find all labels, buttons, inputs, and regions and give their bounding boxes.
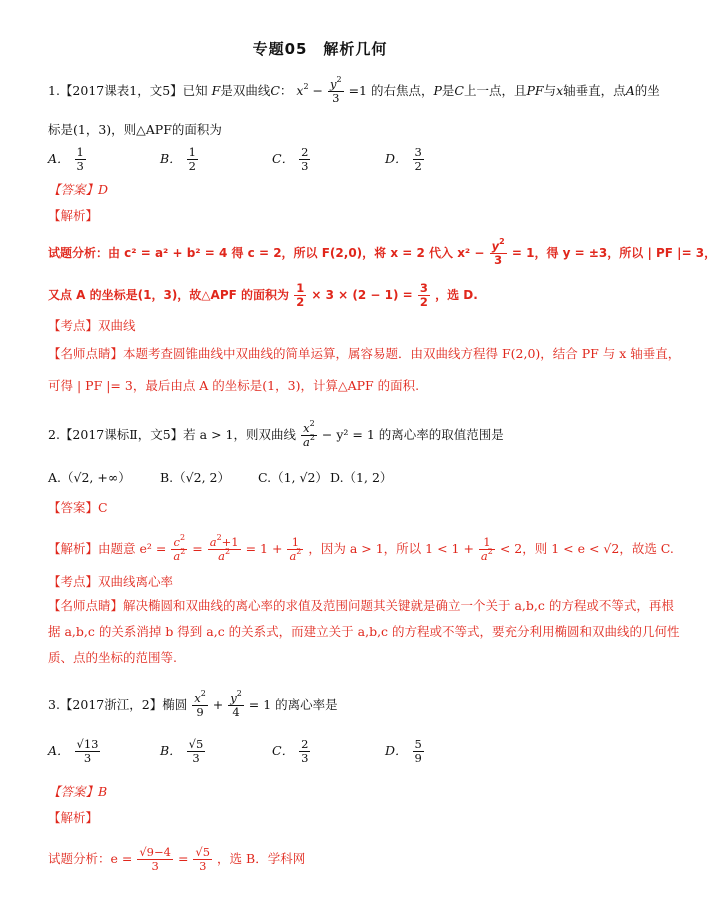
q1-option-d — [385, 146, 425, 173]
q2-head: 2.【2017课标Ⅱ，文5】若 a > 1，则双曲线 — [48, 427, 296, 442]
q3-option-b-num: √5 — [188, 737, 204, 751]
q1-eq-frac: $\frac{y^2}{3}$ — [329, 75, 342, 105]
q1-option-c — [272, 146, 311, 173]
q3-analysis-label: 【解析】 — [48, 810, 99, 825]
q2-mingshi-3: 质、点的坐标的范围等. — [48, 650, 177, 665]
q3-option-d-num: 5 — [414, 737, 422, 751]
q1-analysis-2c: ，选 D. — [435, 288, 478, 302]
q3-option-a-num: √13 — [76, 737, 99, 751]
q3-option-a — [48, 738, 101, 765]
q3-option-d — [385, 738, 425, 765]
q1-option-b-num: 1 — [188, 145, 196, 159]
q1-analysis-2b: × 3 × (2 − 1) = — [311, 288, 413, 302]
q3-option-d-den: 9 — [414, 751, 422, 765]
q1-analysis-1b: = 1，得 y = ±3，所以 | PF |= 3， — [511, 246, 716, 260]
q2-analysis-c: ，因为 a > 1，所以 1 < 1 + — [308, 541, 474, 556]
q3-option-c-label: C． — [272, 743, 295, 758]
q1-stem-b: 是 — [441, 83, 455, 98]
q1-option-d-den: 2 — [414, 159, 422, 173]
q2-answer: 【答案】C — [48, 500, 108, 515]
q1-option-c-label: C． — [272, 151, 295, 166]
q1-analysis-2a: 又点 A 的坐标是(1，3)，故△APF 的面积为 — [48, 288, 289, 302]
page-title: 专题05 解析几何 — [252, 40, 388, 58]
q2-analysis: 【解析】由题意 e² = $\frac{c^2}{a^2}$ = $\frac{a^2+1}{a^2}$ = 1 + $\frac{1}{a^2}$ ，因为 a > 1，所以 1 < 1 + $\frac{1}{a^2}$ < 2，则 1 < e < √2，故选 C. — [48, 533, 674, 563]
q3-option-a-den: 3 — [83, 751, 92, 765]
q1-option-b — [160, 146, 199, 173]
q1-option-c-den: 3 — [301, 159, 309, 173]
q1-stem-line2: 标是(1，3)，则△APF的面积为 — [48, 122, 222, 137]
q1-stem-line1: 1.【2017课表1，文5】已知 F是双曲线C： $x^2$ − $\frac{y^2}{3}$ =1 的右焦点，P是C上一点，且PF与x轴垂直，点A的坐 — [48, 75, 660, 105]
q1-option-b-label: B． — [160, 151, 182, 166]
q1-option-a-num: 1 — [76, 145, 84, 159]
q3-eq-tail: = 1 的离心率是 — [248, 697, 338, 712]
q3-option-b-label: B． — [160, 743, 182, 758]
q1-option-b-den: 2 — [188, 159, 196, 173]
q1-option-c-num: 2 — [301, 145, 309, 159]
q3-analysis — [48, 846, 600, 873]
q1-option-d-num: 3 — [414, 145, 422, 159]
q3-answer: 【答案】B — [48, 784, 108, 799]
q3-head: 3.【2017浙江，2】椭圆 — [48, 697, 188, 712]
q1-stem-a: 是双曲线 — [220, 83, 271, 98]
q2-option-c: C.（1, √2） — [258, 470, 328, 485]
q2-kaodian: 【考点】双曲线离心率 — [48, 574, 174, 589]
q1-option-a-den: 3 — [76, 159, 84, 173]
q2-stem: 2.【2017课标Ⅱ，文5】若 a > 1，则双曲线 $\frac{x^2}{a^2}$ − y² = 1 的离心率的取值范围是 — [48, 419, 504, 449]
q2-analysis-b: = 1 + — [245, 541, 283, 556]
q3-analysis-den2: 3 — [199, 859, 207, 873]
q3-option-c-num: 2 — [301, 737, 309, 751]
q1-analysis-line2: 又点 A 的坐标是(1，3)，故△APF 的面积为 $\frac{1}{2}$ × 3 × (2 − 1) = $\frac{3}{2}$ ，选 D. — [48, 281, 478, 309]
q3-analysis-num2: √5 — [195, 845, 211, 859]
q1-stem-f: 的坐 — [634, 83, 660, 98]
q2-option-d: D.（1, 2） — [330, 470, 393, 485]
q1-analysis-label: 【解析】 — [48, 208, 99, 223]
q3-analysis-num: √9−4 — [139, 845, 171, 859]
q1-option-a — [48, 146, 87, 173]
q3-analysis-c: ，选 B．学科网 — [217, 851, 306, 866]
q3-analysis-b: = — [177, 851, 189, 866]
q3-stem: 3.【2017浙江，2】椭圆 $\frac{x^2}{9}$ + $\frac{y^2}{4}$ = 1 的离心率是 — [48, 689, 338, 719]
q3-option-b — [160, 738, 206, 765]
q2-mingshi-2: 据 a,b,c 的关系消掉 b 得到 a,c 的关系式，而建立关于 a,b,c 的方程或不等式，要充分利用椭圆和双曲线的几何性 — [48, 624, 680, 639]
q1-eq-tail: =1 的右焦点， — [348, 83, 434, 98]
q1-kaodian: 【考点】双曲线 — [48, 318, 136, 333]
q1-analysis-line1: 试题分析：由 c² = a² + b² = 4 得 c = 2，所以 F(2,0)，将 x = 2 代入 x² − $\frac{y^2}{3}$ = 1，得 y = ±3，所以 | PF |= 3， — [48, 237, 716, 267]
q3-analysis-den: 3 — [151, 859, 159, 873]
q3-option-d-label: D． — [385, 743, 408, 758]
q3-option-b-den: 3 — [192, 751, 200, 765]
q1-mingshi-1: 【名师点睛】本题考查圆锥曲线中双曲线的简单运算，属容易题．由双曲线方程得 F(2,0)，结合 PF 与 x 轴垂直， — [48, 346, 681, 361]
q1-option-d-label: D． — [385, 151, 408, 166]
q1-analysis-1: 试题分析：由 c² = a² + b² = 4 得 c = 2，所以 F(2,0)，将 x = 2 代入 x² − — [48, 246, 485, 260]
q2-analysis-a: 【解析】由题意 e² = — [48, 541, 167, 556]
q1-answer: 【答案】D — [48, 182, 109, 197]
q3-analysis-a: 试题分析：e = — [48, 851, 133, 866]
q3-option-c — [272, 738, 311, 765]
q3-option-c-den: 3 — [301, 751, 309, 765]
q2-option-a: A.（√2, +∞） — [48, 470, 131, 485]
q1-mingshi-2: 可得 | PF |= 3，最后由点 A 的坐标是(1，3)，计算△APF 的面积. — [48, 378, 420, 393]
q1-option-a-label: A． — [48, 151, 70, 166]
q2-eq-tail: − y² = 1 的离心率的取值范围是 — [321, 427, 504, 442]
q2-analysis-d: < 2，则 1 < e < √2，故选 C. — [499, 541, 674, 556]
q2-option-b: B.（√2, 2） — [160, 470, 230, 485]
q2-mingshi-1: 【名师点睛】解决椭圆和双曲线的离心率的求值及范围问题其关键就是确立一个关于 a,b,c 的方程或不等式，再根 — [48, 598, 674, 613]
q1-head: 1.【2017课表1，文5】已知 — [48, 83, 208, 98]
q1-stem-c: 上一点，且 — [463, 83, 527, 98]
q3-option-a-label: A． — [48, 743, 70, 758]
q1-stem-e: 轴垂直，点 — [563, 83, 626, 98]
q1-stem-d: 与 — [543, 83, 557, 98]
